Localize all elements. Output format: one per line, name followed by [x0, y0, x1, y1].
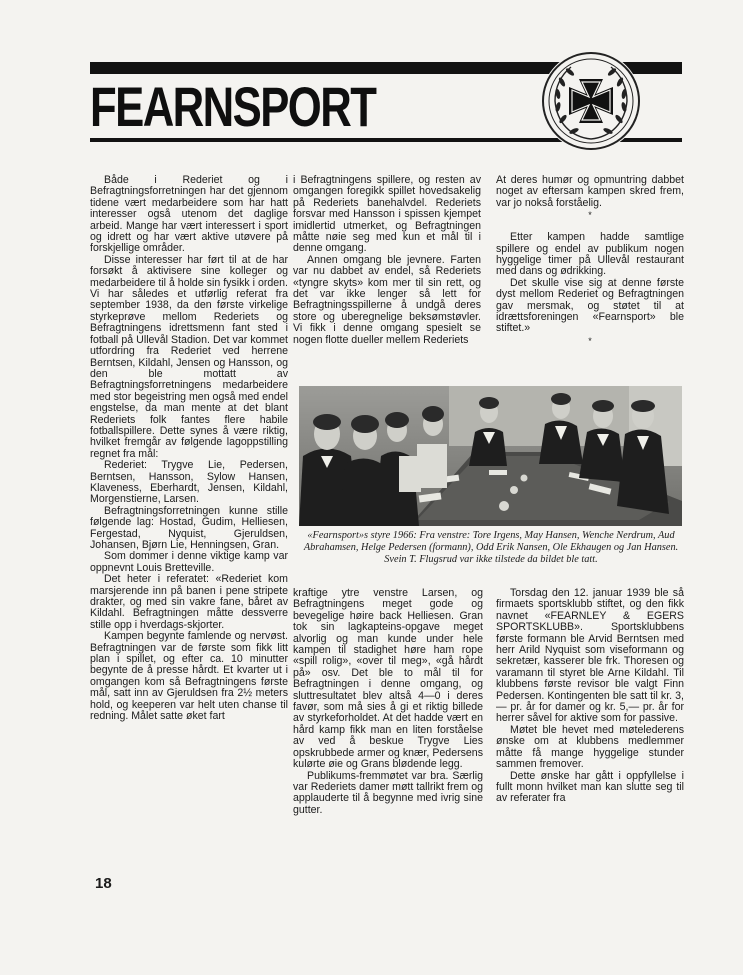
article-column-1: [90, 175, 288, 723]
paragraph: Torsdag den 12. januar 1939 ble så firmaets sportsklubb stiftet, og den fikk navnet «FEARNLEY & EGERS SPORTSKLUBB». Sportsklubbens første formann ble Arvid Berntsen med herr Arild Nyquist som viseformann og sekretær, kasserer ble frk. Thoresen og varamann til styret ble Arne Kildahl. Til klubbens første revisor ble valgt Finn Pedersen. Kontingenten ble satt til kr. 3,— pr. år for damer og kr. 5,— pr. år for herrer såvel for aktive som for passive.: [496, 587, 684, 725]
paragraph: Det heter i referatet: «Rederiet kom marsjerende inn på banen i pene stripete drakter, og med sin vakre fane, båret av Kildahl. Befragtningen måtte dessverre stille opp i hverdags-skjorter.: [90, 573, 288, 631]
section-separator: *: [588, 335, 592, 346]
section-separator: *: [588, 210, 592, 221]
paragraph: Møtet ble hevet med møtelederens ønske om at klubbens medlemmer måtte få mange hyggelige stunder sammen fremover.: [496, 723, 684, 771]
paragraph: kraftige ytre venstre Larsen, og Befragtningens meget gode og bevegelige høire back Helliesen. Gran tok sin lagkapteins-opgave meget alvorlig og man kunde under hele kampen til stadighet høre ham rope «spill rolig», «over til meg», «gå hårdt på» osv. Det ble to mål til for Befragtningen i denne omgang, og sluttresultatet blev altså 4—0 i deres favør, som må sies å gi et riktig billede av styrkeforholdet. At det hadde vært en hård kamp fikk man en liten forståelse av ved å beskue Trygve Lies opskrubbede armer og knær, Pedersens kulørte øie og Grans blødende legg.: [293, 587, 483, 771]
board-meeting-photo-icon: [299, 386, 682, 526]
paragraph: Befragtningsforretningen kunne stille følgende lag: Hostad, Gudim, Helliesen, Fergestad, Nyquist, Gjeruldsen, Johansen, Bjørn Lie, Henningsen, Gran.: [90, 504, 288, 551]
paragraph: Dette ønske har gått i oppfyllelse i fullt monn hvilket man kan slutte seg til av referater fra: [496, 769, 684, 805]
article-column-2-top: [293, 175, 481, 346]
paragraph: Rederiet: Trygve Lie, Pedersen, Berntsen, Hansson, Sylow Hansen, Klaveness, Eberhardt, Jensen, Kildahl, Morgenstierne, Larsen.: [90, 459, 288, 506]
paragraph: Det skulle vise sig at denne første dyst mellom Rederiet og Befragtningen gav mersmak, og støtet til at idrættsforeningen «Fearnsport» ble stiftet.»: [496, 276, 684, 335]
article-column-3-top: [496, 175, 684, 347]
paragraph: Etter kampen hadde samtlige spillere og endel av publikum nogen hyggelige timer på Ullevål restaurant med dans og ødrikking.: [496, 231, 684, 278]
paragraph: Annen omgang ble jevnere. Farten var nu dabbet av endel, så Rederiets «tyngre skyts» kom mer til sin rett, og det var ikke lenger så lett for Befragtningsspillerne å undgå deres store og uberegnelige beksømstøvler. Vi fikk i denne omgang spesielt se nogen flotte dueller mellem Rederiets: [293, 253, 481, 346]
article-column-3-bottom: [496, 588, 684, 805]
page-number: 18: [95, 875, 112, 892]
photo-caption: «Fearnsport»s styre 1966: Fra venstre: Tore Irgens, May Hansen, Wenche Nerdrum, Aud Abrahamsen, Helge Pedersen (formann), Odd Erik Nansen, Ole Ekhaugen og Jan Hansen. Svein T. Flugsrud var ikke tilstede da bildet ble tatt.: [303, 530, 679, 565]
masthead-title: FEARNSPORT: [90, 75, 376, 138]
paragraph: Både i Rederiet og i Befragtningsforretningen har det gjennom tidene vært medarbeidere som har hatt interesser også utenom det daglige arbeid. Mange har vært interessert i sport og idrett og har vært aktive utøvere på forskjellige områder.: [90, 174, 288, 255]
paragraph: Som dommer i denne viktige kamp var oppnevnt Louis Bretteville.: [90, 550, 288, 574]
paragraph: Publikums-fremmøtet var bra. Særlig var Rederiets damer møtt tallrikt frem og applauderte til å begynne med ivrig sine gutter.: [293, 769, 483, 816]
paragraph: Kampen begynte famlende og nervøst. Befragtningen var de første som fikk litt plan i spillet, og efter ca. 10 minutter begynte de å presse hårdt. Et kvarter ut i omgangen kom så Befragtningens første mål, satt inn av Gjeruldsen fra 2½ meters hold, og keeperen var helt uten chanse til redning. Målet satte øket fart: [90, 630, 288, 723]
paragraph: At deres humør og opmuntring dabbet noget av eftersam kampen skred frem, var jo nokså forståelig.: [496, 174, 684, 209]
paragraph: i Befragtningens spillere, og resten av omgangen foregikk spillet hovedsakelig på Rederiets banehalvdel. Rederiets forsvar med Hansson i spissen kjempet imidlertid utmerket, og Befragtningen måtte nøie seg med kun et mål til i denne omgang.: [293, 174, 481, 255]
iron-cross-laurel-emblem-icon: [541, 51, 641, 151]
article-column-2-bottom: [293, 588, 483, 816]
paragraph: Disse interesser har ført til at de har forsøkt å aktivisere sine kolleger og medarbeidere til å holde sin fysikk i orden. Vi har således et utførlig referat fra september 1938, da den første virkelige styrkeprøve mellom Rederiets og Befragtningens idrettsmenn fant sted i fotball på Ullevål Stadion. Det var kommet utfordring fra Rederiet ved herrene Berntsen, Kildahl, Jensen og Hansson, og den ble mottatt av Befragtningsforretningens medarbeidere med stor begeistring men også med endel engstelse, da man mente at det blant Rederiets folk fantes flere habile fotballspillere. Dette synes å være riktig, hvilket fremgår av følgende lagoppstilling regnet fra mål:: [90, 253, 288, 460]
